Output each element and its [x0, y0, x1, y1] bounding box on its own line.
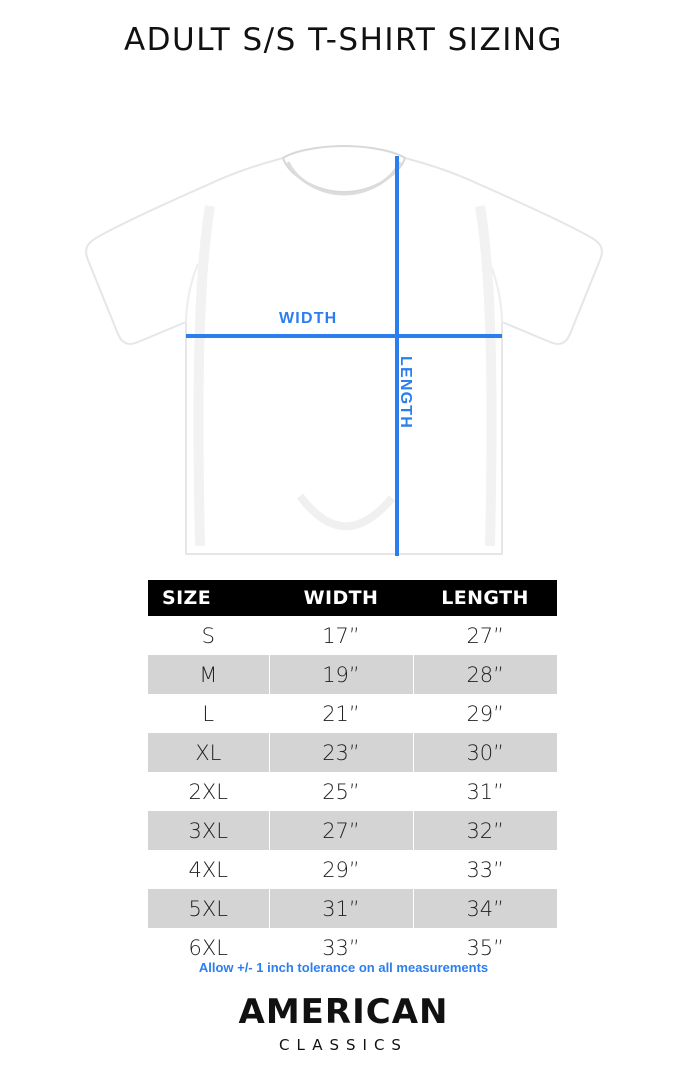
- cell-length: 31”: [413, 772, 557, 811]
- width-guide-label: WIDTH: [279, 310, 338, 327]
- cell-size: 6XL: [148, 928, 269, 967]
- cell-size: 3XL: [148, 811, 269, 850]
- cell-width: 21”: [269, 694, 413, 733]
- cell-length: 27”: [413, 616, 557, 655]
- table-header-row: [148, 580, 557, 616]
- table-row: [148, 772, 557, 811]
- cell-length: 29”: [413, 694, 557, 733]
- column-header-size: SIZE: [148, 580, 269, 616]
- brand-name: AMERICAN: [238, 992, 449, 1032]
- tshirt-diagram: [0, 66, 687, 556]
- size-table-container: [148, 580, 538, 967]
- cell-size: S: [148, 616, 269, 655]
- table-row: [148, 850, 557, 889]
- cell-size: 2XL: [148, 772, 269, 811]
- cell-width: 23”: [269, 733, 413, 772]
- cell-length: 28”: [413, 655, 557, 694]
- cell-length: 33”: [413, 850, 557, 889]
- length-guide-label: LENGTH: [397, 356, 414, 429]
- cell-size: L: [148, 694, 269, 733]
- table-row: [148, 733, 557, 772]
- cell-width: 27”: [269, 811, 413, 850]
- cell-width: 33”: [269, 928, 413, 967]
- cell-size: XL: [148, 733, 269, 772]
- cell-length: 30”: [413, 733, 557, 772]
- table-row: [148, 616, 557, 655]
- cell-size: 4XL: [148, 850, 269, 889]
- tshirt-illustration: [0, 66, 687, 556]
- brand-logo: [0, 992, 687, 1054]
- table-row: [148, 889, 557, 928]
- cell-width: 31”: [269, 889, 413, 928]
- cell-size: M: [148, 655, 269, 694]
- table-row: [148, 694, 557, 733]
- size-table: [148, 580, 557, 967]
- tolerance-note: Allow +/- 1 inch tolerance on all measurements: [198, 960, 489, 975]
- cell-length: 32”: [413, 811, 557, 850]
- column-header-length: LENGTH: [413, 580, 557, 616]
- cell-width: 25”: [269, 772, 413, 811]
- cell-length: 35”: [413, 928, 557, 967]
- cell-width: 29”: [269, 850, 413, 889]
- table-row: [148, 655, 557, 694]
- cell-length: 34”: [413, 889, 557, 928]
- cell-size: 5XL: [148, 889, 269, 928]
- brand-subtitle: CLASSICS: [279, 1036, 408, 1054]
- cell-width: 19”: [269, 655, 413, 694]
- column-header-width: WIDTH: [269, 580, 413, 616]
- page-title: ADULT S/S T-SHIRT SIZING: [123, 22, 564, 58]
- table-row: [148, 811, 557, 850]
- cell-width: 17”: [269, 616, 413, 655]
